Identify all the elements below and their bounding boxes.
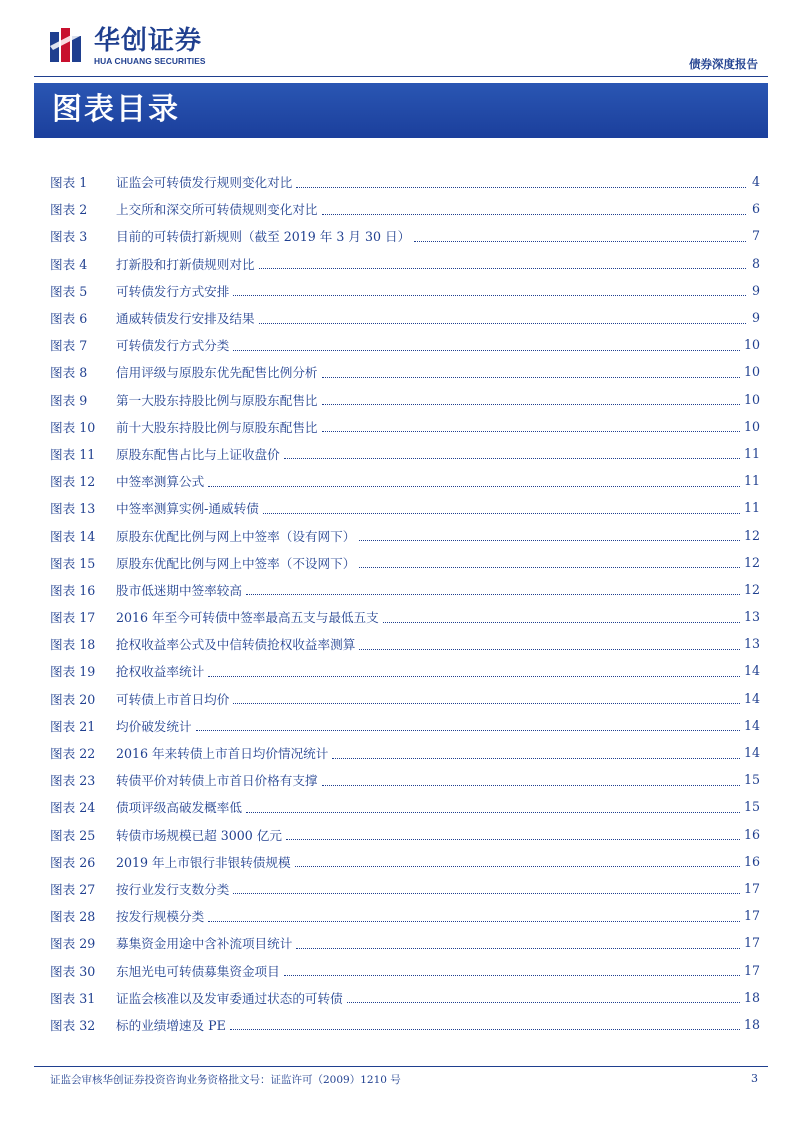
toc-entry[interactable]: [50, 467, 760, 494]
toc-entry[interactable]: [50, 195, 760, 222]
toc-page-number: 17: [743, 880, 760, 896]
toc-figure-number: 图表 12: [50, 474, 96, 490]
toc-entry[interactable]: [50, 902, 760, 929]
toc-figure-title: 中签率测算实例-通威转债: [116, 501, 259, 517]
toc-page-number: 4: [751, 174, 760, 190]
toc-figure-title: 可转债上市首日均价: [116, 691, 230, 707]
toc-entry[interactable]: [50, 793, 760, 820]
toc-page-number: 14: [743, 690, 760, 706]
toc-entry[interactable]: [50, 848, 760, 875]
toc-page-number: 13: [743, 609, 760, 625]
toc-page-number: 14: [743, 663, 760, 679]
toc-entry[interactable]: [50, 739, 760, 766]
toc-figure-number: 图表 10: [50, 419, 96, 435]
toc-figure-number: 图表 18: [50, 637, 96, 653]
toc-leader-dots: [347, 1001, 740, 1003]
toc-leader-dots: [359, 539, 740, 541]
toc-page-number: 9: [751, 282, 760, 298]
toc-figure-title: 第一大股东持股比例与原股东配售比: [116, 392, 318, 408]
toc-entry[interactable]: [50, 875, 760, 902]
toc-page-number: 10: [743, 364, 760, 380]
toc-leader-dots: [259, 267, 746, 269]
toc-leader-dots: [246, 593, 740, 595]
toc-entry[interactable]: [50, 1011, 760, 1038]
huachuang-logo-icon: [48, 26, 88, 66]
toc-figure-number: 图表 19: [50, 664, 96, 680]
toc-page-number: 9: [751, 310, 760, 326]
toc-figure-number: 图表 32: [50, 1017, 96, 1033]
toc-entry[interactable]: [50, 712, 760, 739]
toc-leader-dots: [246, 811, 740, 813]
toc-entry[interactable]: [50, 956, 760, 983]
toc-figure-number: 图表 25: [50, 827, 96, 843]
toc-page-number: 10: [743, 337, 760, 353]
toc-entry[interactable]: [50, 168, 760, 195]
brand-logo: [48, 26, 248, 72]
toc-leader-dots: [322, 403, 740, 405]
toc-figure-number: 图表 7: [50, 338, 88, 354]
toc-page-number: 6: [751, 201, 760, 217]
toc-figure-number: 图表 4: [50, 256, 88, 272]
toc-figure-title: 可转债发行方式安排: [116, 283, 230, 299]
toc-leader-dots: [359, 566, 740, 568]
toc-figure-title: 股市低迷期中签率较高: [116, 582, 242, 598]
toc-figure-number: 图表 26: [50, 854, 96, 870]
toc-entry[interactable]: [50, 549, 760, 576]
toc-entry[interactable]: [50, 222, 760, 249]
toc-figure-title: 原股东优配比例与网上中签率（设有网下）: [116, 528, 356, 544]
toc-figure-number: 图表 11: [50, 446, 96, 462]
toc-leader-dots: [286, 838, 740, 840]
toc-figure-title: 按行业发行支数分类: [116, 881, 230, 897]
toc-figure-title: 通威转债发行安排及结果: [116, 311, 255, 327]
toc-figure-number: 图表 22: [50, 746, 96, 762]
toc-page-number: 17: [743, 935, 760, 951]
toc-page-number: 7: [751, 228, 760, 244]
toc-entry[interactable]: [50, 821, 760, 848]
toc-figure-title: 上交所和深交所可转债规则变化对比: [116, 202, 318, 218]
header-divider: [34, 76, 768, 77]
toc-figure-title: 信用评级与原股东优先配售比例分析: [116, 365, 318, 381]
toc-figure-title: 抢权收益率公式及中信转债抢权收益率测算: [116, 637, 356, 653]
section-banner: [34, 83, 768, 138]
toc-page-number: 12: [743, 581, 760, 597]
toc-figure-number: 图表 6: [50, 311, 88, 327]
toc-figure-number: 图表 1: [50, 175, 88, 191]
toc-figure-title: 可转债发行方式分类: [116, 338, 230, 354]
toc-leader-dots: [230, 1028, 740, 1030]
toc-figure-title: 中签率测算公式: [116, 474, 205, 490]
toc-leader-dots: [322, 430, 740, 432]
toc-page-number: 15: [743, 772, 760, 788]
toc-page-number: 14: [743, 745, 760, 761]
toc-figure-number: 图表 20: [50, 691, 96, 707]
toc-entry[interactable]: [50, 603, 760, 630]
toc-leader-dots: [322, 213, 747, 215]
toc-entry[interactable]: [50, 413, 760, 440]
page-header: [0, 0, 802, 80]
toc-figure-title: 原股东优配比例与网上中签率（不设网下）: [116, 555, 356, 571]
toc-leader-dots: [196, 729, 740, 731]
toc-entry[interactable]: [50, 494, 760, 521]
toc-page-number: 10: [743, 391, 760, 407]
toc-entry[interactable]: [50, 657, 760, 684]
toc-figure-number: 图表 17: [50, 610, 96, 626]
toc-page-number: 8: [751, 255, 760, 271]
toc-figure-title: 转债平价对转债上市首日价格有支撑: [116, 773, 318, 789]
toc-figure-title: 抢权收益率统计: [116, 664, 205, 680]
toc-figure-title: 转债市场规模已超 3000 亿元: [116, 827, 282, 843]
toc-leader-dots: [263, 512, 740, 514]
toc-page-number: 17: [743, 908, 760, 924]
toc-page-number: 11: [743, 445, 760, 461]
toc-page-number: 12: [743, 554, 760, 570]
toc-figure-title: 2019 年上市银行非银转债规模: [116, 854, 291, 870]
toc-figure-number: 图表 23: [50, 773, 96, 789]
toc-figure-title: 打新股和打新债规则对比: [116, 256, 255, 272]
toc-figure-number: 图表 29: [50, 936, 96, 952]
toc-leader-dots: [259, 322, 746, 324]
toc-entry[interactable]: [50, 358, 760, 385]
toc-leader-dots: [295, 865, 740, 867]
toc-entry[interactable]: [50, 304, 760, 331]
toc-figure-number: 图表 3: [50, 229, 88, 245]
toc-page-number: 13: [743, 636, 760, 652]
toc-entry[interactable]: [50, 277, 760, 304]
toc-page-number: 11: [743, 473, 760, 489]
section-title: 图表目录: [52, 92, 180, 127]
toc-entry[interactable]: [50, 685, 760, 712]
toc-figure-number: 图表 27: [50, 881, 96, 897]
toc-leader-dots: [322, 784, 740, 786]
toc-figure-number: 图表 13: [50, 501, 96, 517]
toc-figure-title: 2016 年至今可转债中签率最高五支与最低五支: [116, 610, 379, 626]
toc-figure-title: 证监会核准以及发审委通过状态的可转债: [116, 990, 343, 1006]
toc-entry[interactable]: [50, 984, 760, 1011]
toc-entry[interactable]: [50, 630, 760, 657]
toc-figure-number: 图表 5: [50, 283, 88, 299]
toc-leader-dots: [296, 186, 746, 188]
toc-figure-title: 募集资金用途中含补流项目统计: [116, 936, 293, 952]
figure-list: [50, 168, 760, 1038]
toc-figure-title: 前十大股东持股比例与原股东配售比: [116, 419, 318, 435]
toc-leader-dots: [233, 892, 740, 894]
page-number: 3: [751, 1072, 758, 1085]
toc-leader-dots: [233, 294, 746, 296]
toc-leader-dots: [208, 920, 740, 922]
toc-figure-number: 图表 30: [50, 963, 96, 979]
toc-leader-dots: [322, 376, 740, 378]
brand-name-cn: 华创证券: [94, 26, 203, 56]
toc-entry[interactable]: [50, 331, 760, 358]
toc-figure-number: 图表 15: [50, 555, 96, 571]
toc-leader-dots: [383, 621, 740, 623]
toc-figure-title: 证监会可转债发行规则变化对比: [116, 175, 293, 191]
toc-figure-number: 图表 24: [50, 800, 96, 816]
toc-figure-number: 图表 14: [50, 528, 96, 544]
toc-entry[interactable]: [50, 386, 760, 413]
toc-leader-dots: [296, 947, 740, 949]
toc-leader-dots: [332, 757, 740, 759]
toc-page-number: 18: [743, 989, 760, 1005]
toc-entry[interactable]: [50, 521, 760, 548]
toc-figure-title: 目前的可转债打新规则（截至 2019 年 3 月 30 日）: [116, 229, 411, 245]
toc-figure-number: 图表 9: [50, 392, 88, 408]
toc-leader-dots: [208, 485, 740, 487]
toc-figure-title: 均价破发统计: [116, 718, 192, 734]
toc-page-number: 17: [743, 962, 760, 978]
toc-figure-number: 图表 21: [50, 718, 96, 734]
toc-entry[interactable]: [50, 250, 760, 277]
toc-figure-title: 东旭光电可转债募集资金项目: [116, 963, 280, 979]
toc-figure-number: 图表 28: [50, 909, 96, 925]
toc-leader-dots: [414, 240, 746, 242]
footer-divider: [34, 1066, 768, 1067]
toc-page-number: 18: [743, 1016, 760, 1032]
footer-disclaimer: 证监会审核华创证券投资咨询业务资格批文号：证监许可（2009）1210 号: [50, 1074, 401, 1086]
toc-figure-number: 图表 31: [50, 990, 96, 1006]
toc-figure-number: 图表 2: [50, 202, 88, 218]
toc-figure-title: 债项评级高破发概率低: [116, 800, 242, 816]
toc-page-number: 14: [743, 717, 760, 733]
toc-page-number: 15: [743, 799, 760, 815]
toc-figure-number: 图表 8: [50, 365, 88, 381]
toc-entry[interactable]: [50, 576, 760, 603]
toc-figure-title: 按发行规模分类: [116, 909, 205, 925]
toc-leader-dots: [208, 675, 740, 677]
toc-page-number: 12: [743, 527, 760, 543]
toc-leader-dots: [284, 457, 740, 459]
toc-entry[interactable]: [50, 766, 760, 793]
toc-entry[interactable]: [50, 929, 760, 956]
toc-leader-dots: [233, 349, 740, 351]
toc-page-number: 16: [743, 853, 760, 869]
toc-page-number: 11: [743, 500, 760, 516]
brand-name-en: HUA CHUANG SECURITIES: [94, 56, 206, 66]
toc-figure-number: 图表 16: [50, 582, 96, 598]
report-type-label: 债券深度报告: [689, 57, 758, 71]
toc-page-number: 16: [743, 826, 760, 842]
toc-leader-dots: [359, 648, 740, 650]
toc-page-number: 10: [743, 418, 760, 434]
toc-leader-dots: [284, 974, 740, 976]
toc-entry[interactable]: [50, 440, 760, 467]
toc-figure-title: 标的业绩增速及 PE: [116, 1017, 226, 1033]
toc-figure-title: 2016 年来转债上市首日均价情况统计: [116, 746, 329, 762]
toc-figure-title: 原股东配售占比与上证收盘价: [116, 446, 280, 462]
toc-leader-dots: [233, 702, 740, 704]
